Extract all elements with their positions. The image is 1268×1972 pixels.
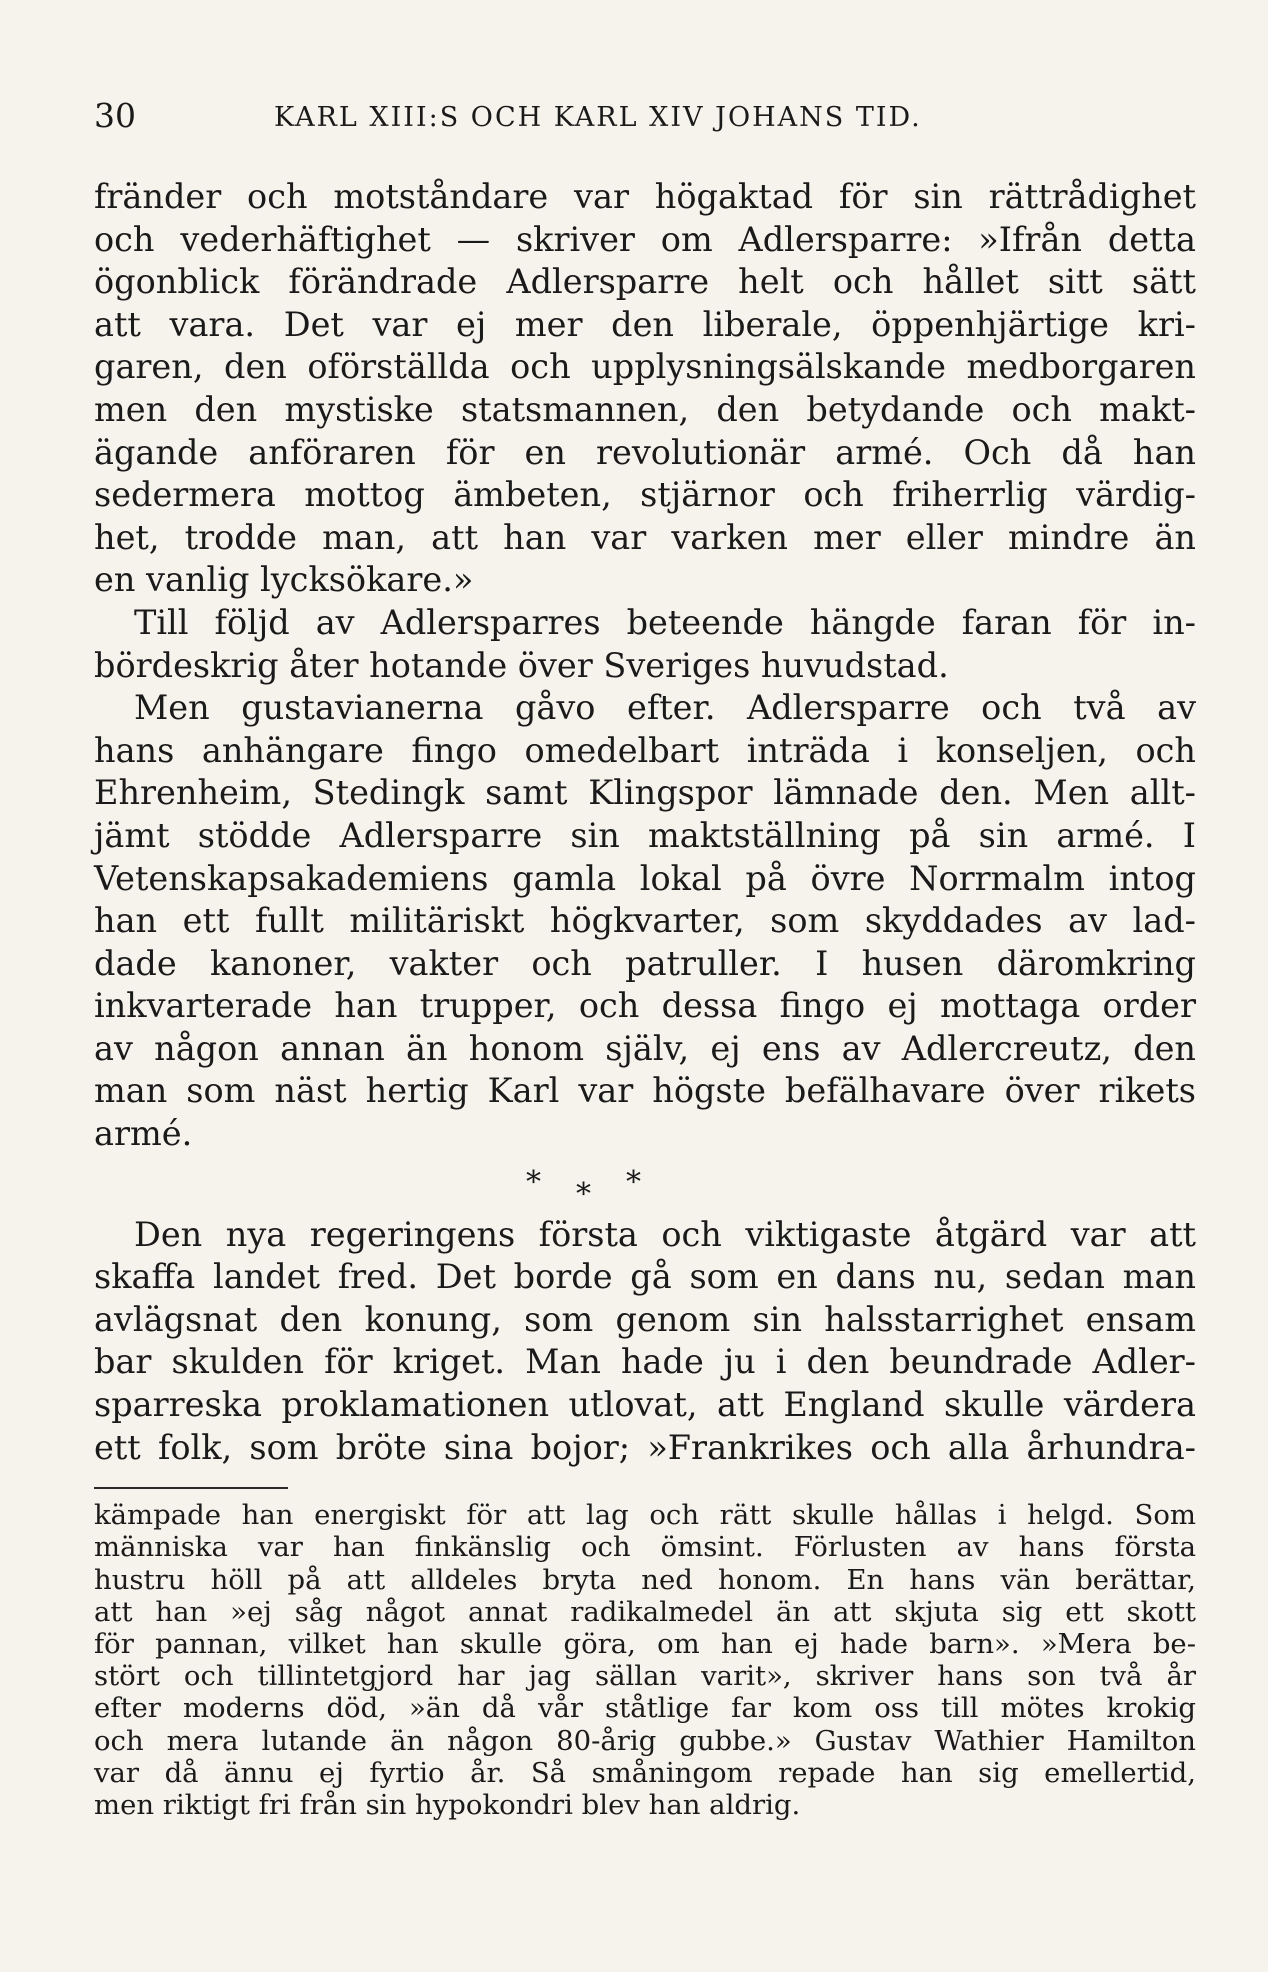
footnote-line: stört och tillintetgjord har jag sällan varit», skriver hans son två år bbox=[94, 1660, 1196, 1693]
text-line: man som näst hertig Karl var högste befälhavare över rikets bbox=[94, 1071, 1196, 1111]
text-line: hans anhängare fingo omedelbart inträda i konseljen, och bbox=[94, 730, 1196, 770]
asterism-star: * bbox=[526, 1164, 541, 1200]
text-line: Till följd av Adlersparres beteende hängde faran för in- bbox=[134, 602, 1196, 642]
footnote-line: för pannan, vilket han skulle göra, om han ej hade barn». »Mera be- bbox=[94, 1628, 1196, 1661]
text-line: Men gustavianerna gåvo efter. Adlersparre och två av bbox=[134, 688, 1196, 728]
page-number: 30 bbox=[94, 96, 136, 135]
text-line: ett folk, som bröte sina bojor; »Frankrikes och alla århundra- bbox=[94, 1427, 1196, 1467]
paragraph-2 bbox=[94, 602, 1196, 687]
footnote-line: men riktigt fri från sin hypokondri blev han aldrig. bbox=[94, 1789, 801, 1822]
text-line: han ett fullt militäriskt högkvarter, som skyddades av lad- bbox=[94, 901, 1196, 941]
footnote-line: människa var han finkänslig och ömsint. Förlusten av hans första bbox=[94, 1531, 1196, 1564]
text-line: jämt stödde Adlersparre sin maktställning på sin armé. I bbox=[94, 815, 1196, 855]
asterism-star: * bbox=[576, 1176, 591, 1212]
page-header bbox=[94, 90, 1196, 146]
text-line: garen, den oförställda och upplysningsälskande medborgaren bbox=[94, 347, 1196, 387]
text-line: ägande anföraren för en revolutionär armé. Och då han bbox=[94, 432, 1196, 472]
text-line: skaffa landet fred. Det borde gå som en dans nu, sedan man bbox=[94, 1257, 1196, 1297]
section-asterism bbox=[94, 1160, 1196, 1212]
footnote-divider bbox=[94, 1487, 288, 1489]
text-line: att vara. Det var ej mer den liberale, öppenhjärtige kri- bbox=[94, 304, 1196, 344]
footnote-line: efter moderns död, »än då vår ståtlige far kom oss till mötes krokig bbox=[94, 1692, 1196, 1725]
paragraph-4 bbox=[94, 1214, 1196, 1470]
text-line: armé. bbox=[94, 1114, 193, 1154]
text-line: dade kanoner, vakter och patruller. I husen däromkring bbox=[94, 943, 1196, 983]
running-head: KARL XIII:S OCH KARL XIV JOHANS TID. bbox=[274, 102, 922, 133]
book-page bbox=[94, 90, 1196, 1821]
text-line: bar skulden för kriget. Man hade ju i den beundrade Adler- bbox=[94, 1342, 1196, 1382]
paragraph-1 bbox=[94, 176, 1196, 602]
footnote-line: kämpade han energiskt för att lag och rätt skulle hållas i helgd. Som bbox=[94, 1499, 1196, 1532]
footnote-line: hustru höll på att alldeles bryta ned honom. En hans vän berättar, bbox=[94, 1563, 1196, 1596]
text-line: en vanlig lycksökare.» bbox=[94, 560, 474, 600]
text-line: Ehrenheim, Stedingk samt Klingspor lämnade den. Men allt- bbox=[94, 773, 1196, 813]
text-line: men den mystiske statsmannen, den betydande och makt- bbox=[94, 389, 1196, 429]
footnote bbox=[94, 1499, 1196, 1821]
text-line: av någon annan än honom själv, ej ens av Adlercreutz, den bbox=[94, 1028, 1196, 1068]
text-line: fränder och motståndare var högaktad för sin rättrådighet bbox=[94, 177, 1196, 216]
text-line: Vetenskapsakademiens gamla lokal på övre Norrmalm intog bbox=[94, 858, 1196, 898]
text-line: bördeskrig åter hotande över Sveriges huvudstad. bbox=[94, 645, 949, 685]
text-line: ögonblick förändrade Adlersparre helt och hållet sitt sätt bbox=[94, 262, 1196, 302]
paragraph-3 bbox=[94, 687, 1196, 1156]
footnote-line: och mera lutande än någon 80-årig gubbe.» Gustav Wathier Hamilton bbox=[94, 1724, 1196, 1757]
footnote-line: var då ännu ej fyrtio år. Så småningom repade han sig emellertid, bbox=[94, 1756, 1196, 1789]
text-line: Den nya regeringens första och viktigaste åtgärd var att bbox=[134, 1214, 1196, 1254]
asterism-star: * bbox=[626, 1164, 641, 1200]
text-line: och vederhäftighet — skriver om Adlersparre: »Ifrån detta bbox=[94, 219, 1196, 259]
text-line: sedermera mottog ämbeten, stjärnor och friherrlig värdig- bbox=[94, 475, 1196, 515]
text-line: het, trodde man, att han var varken mer eller mindre än bbox=[94, 517, 1196, 557]
footnote-line: att han »ej såg något annat radikalmedel än att skjuta sig ett skott bbox=[94, 1595, 1196, 1628]
text-line: avlägsnat den konung, som genom sin halsstarrighet ensam bbox=[94, 1299, 1196, 1339]
main-text bbox=[94, 176, 1196, 1469]
text-line: inkvarterade han trupper, och dessa fingo ej mottaga order bbox=[94, 986, 1196, 1026]
text-line: sparreska proklamationen utlovat, att England skulle värdera bbox=[94, 1385, 1196, 1425]
